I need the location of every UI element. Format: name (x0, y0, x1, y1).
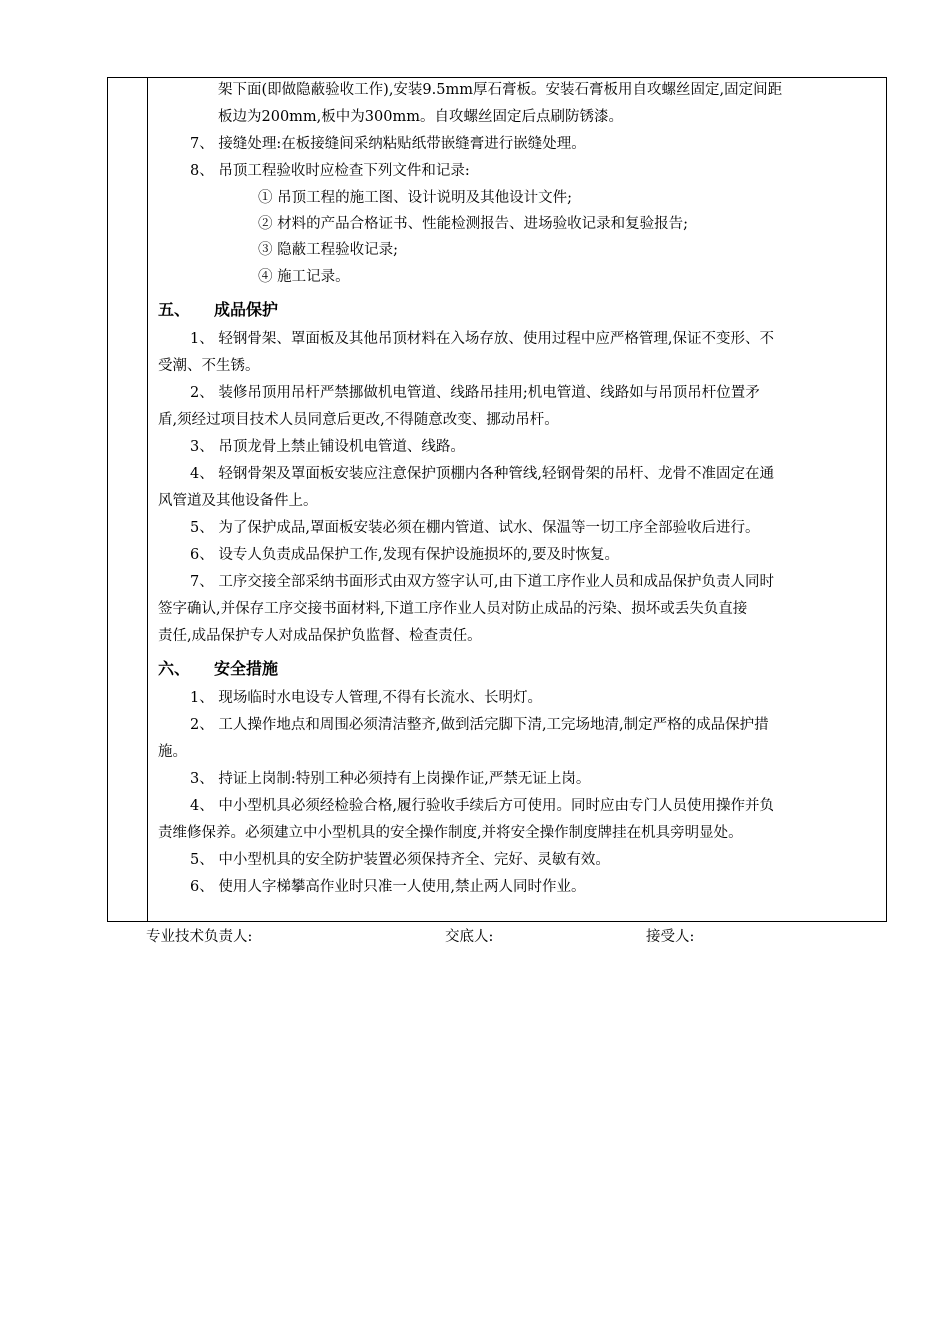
continuation-line: 架下面(即做隐蔽验收工作),安装9.5mm厚石膏板。安装石膏板用自攻螺丝固定,固定间距 (218, 82, 783, 98)
list-item-continuation: 风管道及其他设备件上。 (158, 493, 318, 509)
list-item: 5、 为了保护成品,罩面板安装必须在棚内管道、试水、保温等一切工序全部验收后进行。 (190, 520, 760, 536)
sub-list-item: ① 吊顶工程的施工图、设计说明及其他设计文件; (258, 190, 572, 206)
list-item: 6、 设专人负责成品保护工作,发现有保护设施损坏的,要及时恢复。 (190, 547, 620, 563)
section-number: 六、 (158, 659, 191, 678)
receiver-signature-label: 接受人: (646, 929, 695, 945)
presenter-signature-label: 交底人: (445, 929, 494, 945)
list-item: 2、 工人操作地点和周围必须清洁整齐,做到活完脚下清,工完场地清,制定严格的成品保护措 (190, 717, 769, 733)
list-item: 1、 现场临时水电设专人管理,不得有长流水、长明灯。 (190, 690, 542, 706)
section-title: 安全措施 (214, 659, 279, 678)
list-item: 1、 轻钢骨架、罩面板及其他吊顶材料在入场存放、使用过程中应严格管理,保证不变形、不 (190, 331, 774, 347)
section-heading-product-protection (158, 299, 278, 321)
list-item: 3、 吊顶龙骨上禁止铺设机电管道、线路。 (190, 439, 465, 455)
list-item-continuation: 签字确认,并保存工序交接书面材料,下道工序作业人员对防止成品的污染、损坏或丢失负直接 (158, 601, 748, 617)
list-item: 2、 装修吊顶用吊杆严禁挪做机电管道、线路吊挂用;机电管道、线路如与吊顶吊杆位置矛 (190, 385, 760, 401)
sub-list-item: ③ 隐蔽工程验收记录; (258, 242, 398, 258)
section-heading-safety-measures (158, 658, 278, 680)
sub-list-item: ② 材料的产品合格证书、性能检测报告、进场验收记录和复验报告; (258, 216, 688, 232)
section-title: 成品保护 (214, 300, 279, 319)
sub-list-item: ④ 施工记录。 (258, 269, 350, 285)
table-column-divider (147, 77, 148, 922)
list-item-continuation: 责维修保养。必须建立中小型机具的安全操作制度,并将安全操作制度牌挂在机具旁明显处。 (158, 825, 743, 841)
tech-lead-signature-label: 专业技术负责人: (146, 929, 253, 945)
list-item: 6、 使用人字梯攀高作业时只准一人使用,禁止两人同时作业。 (190, 879, 586, 895)
list-item: 5、 中小型机具的安全防护装置必须保持齐全、完好、灵敏有效。 (190, 852, 610, 868)
list-item-continuation: 受潮、不生锈。 (158, 358, 260, 374)
list-item: 7、 接缝处理:在板接缝间采纳粘贴纸带嵌缝膏进行嵌缝处理。 (190, 136, 586, 152)
list-item: 4、 中小型机具必须经检验合格,履行验收手续后方可使用。同时应由专门人员使用操作并负 (190, 798, 774, 814)
list-item-continuation: 责任,成品保护专人对成品保护负监督、检查责任。 (158, 628, 482, 644)
list-item: 4、 轻钢骨架及罩面板安装应注意保护顶棚内各种管线,轻钢骨架的吊杆、龙骨不准固定在通 (190, 466, 774, 482)
list-item: 3、 持证上岗制:特别工种必须持有上岗操作证,严禁无证上岗。 (190, 771, 591, 787)
list-item-continuation: 施。 (158, 744, 187, 760)
list-item: 8、 吊顶工程验收时应检查下列文件和记录: (190, 163, 470, 179)
list-item: 7、 工序交接全部采纳书面形式由双方签字认可,由下道工序作业人员和成品保护负责人同时 (190, 574, 774, 590)
continuation-line: 板边为200mm,板中为300mm。自攻螺丝固定后点刷防锈漆。 (218, 109, 623, 125)
list-item-continuation: 盾,须经过项目技术人员同意后更改,不得随意改变、挪动吊杆。 (158, 412, 559, 428)
section-number: 五、 (158, 300, 191, 319)
